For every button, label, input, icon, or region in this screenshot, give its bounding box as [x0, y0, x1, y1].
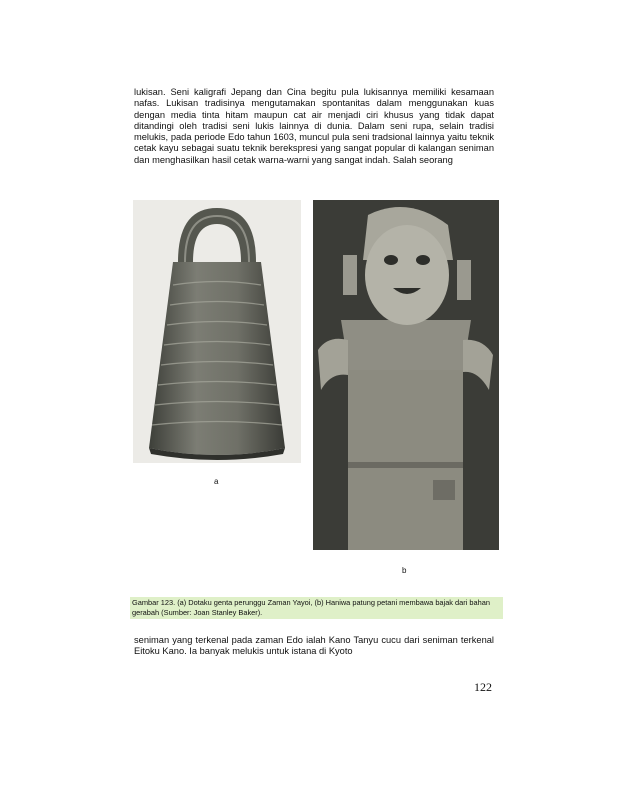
figure-caption: Gambar 123. (a) Dotaku genta perunggu Zaman Yayoi, (b) Haniwa patung petani membawa bajak dari bahan gerabah (Sumber: Joan Stanley Baker).: [130, 597, 503, 619]
dotaku-bell-illustration: [133, 200, 301, 463]
photo-dotaku-bell: [133, 200, 301, 463]
figure-label-b: b: [402, 566, 407, 575]
body-paragraph-2: seniman yang terkenal pada zaman Edo ialah Kano Tanyu cucu dari seniman terkenal Eitoku Kano. Ia banyak melukis untuk istana di Kyoto: [134, 635, 494, 657]
photo-haniwa-figure: [313, 200, 499, 550]
page-number: 122: [474, 680, 492, 694]
haniwa-figure-illustration: [313, 200, 499, 550]
body-paragraph-1: lukisan. Seni kaligrafi Jepang dan Cina begitu pula lukisannya memiliki kesamaan nafas. Lukisan tradisinya mengutamakan spontanitas dalam menggunakan kuas dengan media tinta hitam maupun cat air menjadi ciri khusus yang tidak dapat ditandingi oleh tradisi seni lukis lainnya di dunia. Dalam seni rupa, selain tradisi melukis, pada periode Edo tahun 1603, muncul pula seni tradsional lainnya yaitu teknik cetak kayu sebagai suatu teknik berekspresi yang sangat popular di kalangan seniman dan menghasilkan hasil cetak warna-warni yang sangat indah. Salah seorang: [134, 87, 494, 165]
figure-label-a: a: [214, 477, 219, 486]
